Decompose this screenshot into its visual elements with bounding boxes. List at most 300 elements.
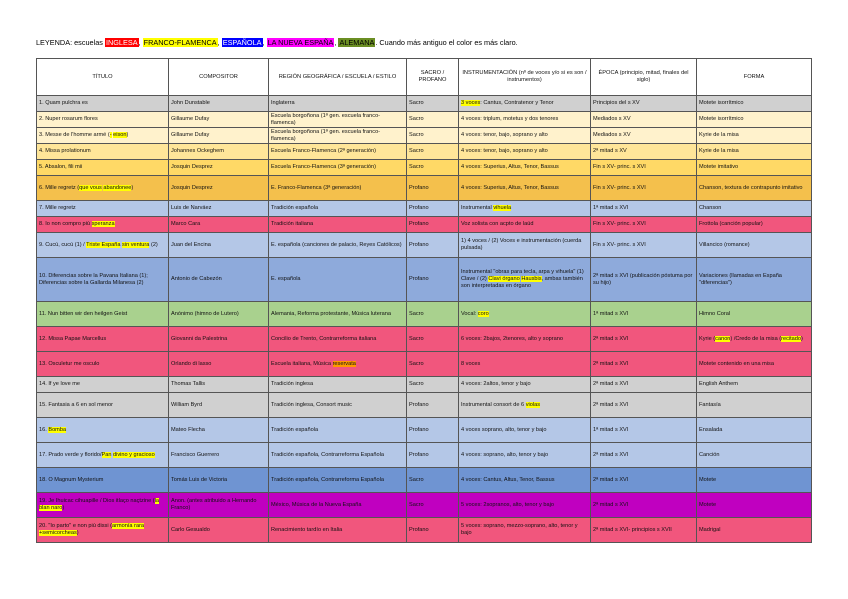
cell-instrumentacion xyxy=(459,327,591,352)
legend-items xyxy=(105,38,375,47)
cell-text: 3 voces xyxy=(461,100,481,107)
cell-region xyxy=(269,377,407,393)
cell-text: , ambas también son interpretadas en órgano xyxy=(461,276,583,289)
cell-text: Vocal: xyxy=(461,310,478,317)
cell-compositor xyxy=(169,217,269,233)
cell-sacro-profano xyxy=(407,352,459,377)
cell-text: la blan naro xyxy=(39,498,160,511)
cell-text: eison xyxy=(113,132,127,139)
cell-text: 12. Missa Papae Marcellus xyxy=(39,335,107,342)
cell-compositor xyxy=(169,418,269,443)
cell-sacro-profano xyxy=(407,518,459,543)
header-titulo: TÍTULO xyxy=(37,59,169,96)
cell-instrumentacion xyxy=(459,352,591,377)
header-instrumentacion: INSTRUMENTACIÓN (nº de voces y/o si es son / instrumentos) xyxy=(459,59,591,96)
cell-text: Fantasía xyxy=(699,401,721,408)
cell-sacro-profano xyxy=(407,217,459,233)
cell-text: Fin s XV- princ. s XVI xyxy=(593,184,646,191)
cell-text: (2) xyxy=(149,241,158,248)
cell-compositor xyxy=(169,352,269,377)
cell-instrumentacion xyxy=(459,518,591,543)
cell-text: Ensalada xyxy=(699,426,723,433)
cell-text: ) xyxy=(801,335,803,342)
table-row xyxy=(37,443,812,468)
cell-text: 5. Absalon, fili mii xyxy=(39,164,83,171)
cell-text: 2ª mitad s XVI xyxy=(593,451,629,458)
cell-region xyxy=(269,176,407,201)
legend-separator: , xyxy=(334,38,339,47)
cell-text: speranza xyxy=(91,221,115,228)
cell-text: ) xyxy=(62,505,65,511)
cell-sacro-profano xyxy=(407,144,459,160)
cell-compositor xyxy=(169,518,269,543)
cell-instrumentacion xyxy=(459,393,591,418)
cell-instrumentacion xyxy=(459,176,591,201)
cell-text: 4 voces: tenor, bajo, soprano y alto xyxy=(461,148,548,155)
cell-text: Hausbis xyxy=(521,276,542,283)
header-sacro-profano: SACRO / PROFANO xyxy=(407,59,459,96)
legend-prefix: LEYENDA: escuelas xyxy=(36,38,105,47)
cell-instrumentacion xyxy=(459,493,591,518)
cell-region xyxy=(269,327,407,352)
cell-region xyxy=(269,128,407,144)
cell-text: 6 voces: 2bajos, 2tenores, alto y soprano xyxy=(461,335,563,342)
cell-forma xyxy=(697,327,812,352)
cell-compositor xyxy=(169,112,269,128)
cell-text: Motete isorrítmico xyxy=(699,100,744,107)
cell-forma xyxy=(697,176,812,201)
cell-text: Escuela borgoñona (1ª gen. escuela franco-flamenca) xyxy=(271,112,381,126)
cell-forma xyxy=(697,144,812,160)
cell-text: English Anthem xyxy=(699,381,738,388)
cell-text: Tradición inglesa xyxy=(271,381,314,388)
table-row xyxy=(37,128,812,144)
cell-text: Tradición española, Contrarreforma Española xyxy=(271,476,384,483)
cell-text: Thomas Tallis xyxy=(171,381,206,388)
table-row xyxy=(37,176,812,201)
cell-titulo xyxy=(37,352,169,377)
header-forma: FORMA xyxy=(697,59,812,96)
cell-text: 4 voces: Cantus, Altus, Tenor, Bassus xyxy=(461,476,555,483)
cell-sacro-profano xyxy=(407,258,459,302)
cell-text: Profano xyxy=(409,426,429,433)
cell-text: Sacro xyxy=(409,335,424,342)
cell-epoca xyxy=(591,377,697,393)
cell-text: Principios del s XV xyxy=(593,100,640,107)
cell-text: 1ª mitad s XVI xyxy=(593,205,629,212)
cell-text: Sacro xyxy=(409,360,424,367)
cell-text: 17. Prado verde y florido/ xyxy=(39,451,102,458)
cell-text: 4 voces: soprano, alto, tenor y bajo xyxy=(461,451,549,458)
cell-text: 4 voces: tenor, bajo, soprano y alto xyxy=(461,132,548,139)
cell-text: Motete xyxy=(699,501,717,508)
cell-text: 1ª mitad s XVI xyxy=(593,426,629,433)
cell-epoca xyxy=(591,518,697,543)
cell-text: 11. Nun bitten wir den heilgen Geist xyxy=(39,310,128,317)
cell-region xyxy=(269,418,407,443)
cell-epoca xyxy=(591,393,697,418)
cell-text: Tradición italiana xyxy=(271,221,314,228)
cell-forma xyxy=(697,112,812,128)
cell-compositor xyxy=(169,377,269,393)
cell-region xyxy=(269,518,407,543)
cell-text: canon xyxy=(715,335,731,342)
cell-text: 1ª mitad s XVI xyxy=(593,310,629,317)
cell-titulo xyxy=(37,217,169,233)
cell-titulo xyxy=(37,443,169,468)
table-row xyxy=(37,327,812,352)
cell-text: Fin s XV- princ. s XVI xyxy=(593,164,646,171)
cell-text: 2ª mitad s XVI (publicación póstuma por su hijo) xyxy=(593,272,693,286)
cell-compositor xyxy=(169,160,269,176)
cell-forma xyxy=(697,258,812,302)
cell-text: ) /Credo de la misa ( xyxy=(730,335,782,342)
table-row xyxy=(37,112,812,128)
cell-forma xyxy=(697,393,812,418)
cell-text: divino y gracioso xyxy=(113,451,155,458)
cell-text: 14. If ye love me xyxy=(39,381,81,388)
cell-sacro-profano xyxy=(407,443,459,468)
cell-text: Sacro xyxy=(409,116,424,123)
cell-text: 5 voces: 2sopranos, alto, tenor y bajo xyxy=(461,501,554,508)
legend-suffix: . Cuando más antiguo el color es más claro. xyxy=(375,38,518,47)
cell-epoca xyxy=(591,493,697,518)
cell-text: Josquin Desprez xyxy=(171,184,213,191)
table-body xyxy=(37,96,812,543)
cell-titulo xyxy=(37,233,169,258)
cell-text: Inglaterra xyxy=(271,100,295,107)
cell-text: Profano xyxy=(409,221,429,228)
cell-sacro-profano xyxy=(407,468,459,493)
cell-sacro-profano xyxy=(407,96,459,112)
cell-text: E. española xyxy=(271,276,301,283)
cell-text: ) xyxy=(131,184,134,191)
table-row xyxy=(37,160,812,176)
cell-region xyxy=(269,393,407,418)
cell-forma xyxy=(697,160,812,176)
legend-item: FRANCO-FLAMENCA xyxy=(143,38,217,47)
cell-text: 4 voces: triplum, motetus y dos tenores xyxy=(461,116,559,123)
cell-instrumentacion xyxy=(459,201,591,217)
cell-text: Josquin Desprez xyxy=(171,164,213,171)
cell-text: que vous xyxy=(79,184,102,191)
cell-forma xyxy=(697,493,812,518)
cell-compositor xyxy=(169,144,269,160)
cell-titulo xyxy=(37,393,169,418)
cell-sacro-profano xyxy=(407,176,459,201)
cell-text: Fin s XV- princ. s XVI xyxy=(593,221,646,228)
music-table xyxy=(36,58,812,543)
cell-text: Canción xyxy=(699,451,720,458)
cell-text: 2ª mitad s XVI xyxy=(593,501,629,508)
cell-text: 20. "Io parto" e non più dissi ( xyxy=(39,523,113,530)
cell-text: Profano xyxy=(409,241,429,248)
cell-epoca xyxy=(591,96,697,112)
cell-region xyxy=(269,493,407,518)
cell-forma xyxy=(697,96,812,112)
cell-instrumentacion xyxy=(459,160,591,176)
cell-text: Sacro xyxy=(409,476,424,483)
cell-region xyxy=(269,217,407,233)
cell-sacro-profano xyxy=(407,201,459,217)
cell-titulo xyxy=(37,176,169,201)
cell-epoca xyxy=(591,144,697,160)
cell-text: 2. Nuper rosarum flores xyxy=(39,116,98,123)
table-row xyxy=(37,233,812,258)
cell-text: Carlo Gesualdo xyxy=(171,526,210,533)
table-row xyxy=(37,493,812,518)
cell-text: Gillaume Dufay xyxy=(171,116,210,123)
cell-titulo xyxy=(37,201,169,217)
cell-text: Escuela borgoñona (1ª gen. escuela franco-flamenca) xyxy=(271,128,381,142)
cell-text: Profano xyxy=(409,401,429,408)
cell-text: recitado xyxy=(781,335,801,342)
cell-text: Sacro xyxy=(409,100,424,107)
cell-forma xyxy=(697,518,812,543)
cell-sacro-profano xyxy=(407,393,459,418)
cell-forma xyxy=(697,217,812,233)
table-row xyxy=(37,258,812,302)
table-row xyxy=(37,217,812,233)
cell-region xyxy=(269,258,407,302)
cell-instrumentacion xyxy=(459,302,591,327)
cell-epoca xyxy=(591,443,697,468)
cell-text: coro xyxy=(477,310,489,317)
cell-text: Fin s XV- princ. s XVI xyxy=(593,241,646,248)
cell-text: reservata xyxy=(332,360,356,367)
cell-instrumentacion xyxy=(459,468,591,493)
cell-text: abandonee xyxy=(103,184,132,191)
cell-compositor xyxy=(169,393,269,418)
cell-text: 2ª mitad s XVI xyxy=(593,381,629,388)
cell-text: Anónimo (himno de Lutero) xyxy=(171,310,239,317)
cell-text: Escuela Franco-Flamenca (3ª generación) xyxy=(271,164,376,171)
cell-instrumentacion xyxy=(459,128,591,144)
cell-text: 4 voces soprano, alto, tenor y bajo xyxy=(461,426,547,433)
cell-text: Sacro xyxy=(409,132,424,139)
cell-text: Sacro xyxy=(409,164,424,171)
cell-epoca xyxy=(591,112,697,128)
cell-epoca xyxy=(591,217,697,233)
cell-text: violas xyxy=(525,401,540,408)
cell-text: Luis de Narváez xyxy=(171,205,212,212)
cell-text: vihuela xyxy=(493,205,512,212)
cell-titulo xyxy=(37,418,169,443)
cell-text: Instrumental xyxy=(461,205,494,212)
cell-instrumentacion xyxy=(459,233,591,258)
cell-compositor xyxy=(169,233,269,258)
cell-text: Antonio de Cabezón xyxy=(171,276,222,283)
cell-epoca xyxy=(591,468,697,493)
cell-text: Kyrie ( xyxy=(699,335,716,342)
cell-text: Tradición española, Contrarreforma Española xyxy=(271,451,384,458)
cell-compositor xyxy=(169,327,269,352)
cell-sacro-profano xyxy=(407,418,459,443)
cell-instrumentacion xyxy=(459,144,591,160)
cell-text: 2ª mitad s XVI- principios s XVII xyxy=(593,526,672,533)
cell-text: Profano xyxy=(409,451,429,458)
cell-text: Triste España xyxy=(86,241,121,248)
cell-text: 4 voces: Superius, Altus, Tenor, Bassus xyxy=(461,184,559,191)
cell-text: Profano xyxy=(409,276,429,283)
table-row xyxy=(37,96,812,112)
table-row xyxy=(37,468,812,493)
cell-text: John Dunstable xyxy=(171,100,210,107)
cell-epoca xyxy=(591,128,697,144)
cell-forma xyxy=(697,418,812,443)
cell-compositor xyxy=(169,201,269,217)
cell-text: Variaciones (llamadas en España "diferencias") xyxy=(699,272,782,286)
cell-text: Motete imitativo xyxy=(699,164,739,171)
table-row xyxy=(37,352,812,377)
header-epoca: ÉPOCA (principio, mitad, finales del siglo) xyxy=(591,59,697,96)
cell-epoca xyxy=(591,258,697,302)
cell-forma xyxy=(697,468,812,493)
cell-text: Mediados s XV xyxy=(593,132,631,139)
cell-text: Escuela italiana, Música xyxy=(271,360,333,367)
cell-text: 1) 4 voces / (2) Voces e instrumentación (cuerda pulsada) xyxy=(461,238,582,251)
cell-text: Renacimiento tardío en Italia xyxy=(271,526,343,533)
cell-titulo xyxy=(37,160,169,176)
table-row xyxy=(37,302,812,327)
cell-titulo xyxy=(37,128,169,144)
cell-forma xyxy=(697,201,812,217)
cell-text: Chanson, textura de contrapunto imitativo xyxy=(699,184,803,191)
cell-text: E. española (canciones de palacio, Reyes Católicos) xyxy=(271,241,402,248)
cell-epoca xyxy=(591,233,697,258)
cell-text: Sacro xyxy=(409,381,424,388)
cell-text: Johannes Ockeghem xyxy=(171,148,224,155)
legend-item: ESPAÑOLA xyxy=(222,38,262,47)
cell-compositor xyxy=(169,443,269,468)
cell-text: Concilio de Trento, Contrarreforma italiana xyxy=(271,335,377,342)
cell-text: Alemania, Reforma protestante, Música luterana xyxy=(271,310,392,317)
cell-text: 10. Diferencias sobre la Pavana Italiana (1); Diferencias sobre la Gallarda Milanesa (2) xyxy=(39,272,148,286)
cell-text: Motete isorrítmico xyxy=(699,116,744,123)
cell-text: 16. xyxy=(39,426,49,433)
cell-text: Escuela Franco-Flamenca (2ª generación) xyxy=(271,148,376,155)
cell-epoca xyxy=(591,201,697,217)
cell-instrumentacion xyxy=(459,112,591,128)
cell-text: Frottola (canción popular) xyxy=(699,221,763,228)
legend-separator: , xyxy=(217,38,222,47)
cell-text: - xyxy=(109,132,112,139)
legend-separator: , xyxy=(262,38,267,47)
cell-region xyxy=(269,233,407,258)
cell-text: Sacro xyxy=(409,501,424,508)
cell-sacro-profano xyxy=(407,112,459,128)
cell-forma xyxy=(697,128,812,144)
cell-text: Himno Coral xyxy=(699,310,731,317)
cell-text: Instrumental consort de 6 xyxy=(461,401,526,408)
cell-instrumentacion xyxy=(459,443,591,468)
cell-compositor xyxy=(169,468,269,493)
cell-instrumentacion xyxy=(459,96,591,112)
cell-text: Orlando di lasso xyxy=(171,360,212,367)
cell-text: Anon. (antes atribuido a Hernando Franco) xyxy=(171,498,257,511)
cell-text: Sacro xyxy=(409,148,424,155)
cell-forma xyxy=(697,377,812,393)
cell-text: 2ª mitad s XVI xyxy=(593,335,629,342)
cell-text: Profano xyxy=(409,205,429,212)
cell-titulo xyxy=(37,518,169,543)
cell-compositor xyxy=(169,258,269,302)
legend xyxy=(36,38,518,47)
cell-text: Instrumental "obras para tecla, arpa y vihuela" (1) Clave / (2) xyxy=(461,269,584,283)
cell-sacro-profano xyxy=(407,160,459,176)
cell-compositor xyxy=(169,96,269,112)
cell-text: 2ª mitad s XVI xyxy=(593,401,629,408)
cell-text: 4. Missa prolationum xyxy=(39,148,91,155)
cell-text: 19. Je Ihuicac cihuapille / Dios itlaço naçtzine ( xyxy=(39,498,155,505)
cell-titulo xyxy=(37,327,169,352)
cell-epoca xyxy=(591,327,697,352)
cell-text: México, Música de la Nueva España xyxy=(271,501,362,508)
legend-item: INGLESA xyxy=(105,38,138,47)
table-row xyxy=(37,418,812,443)
cell-titulo xyxy=(37,468,169,493)
cell-text: Francisco Guerrero xyxy=(171,451,220,458)
cell-titulo xyxy=(37,377,169,393)
cell-text: Giovanni da Palestrina xyxy=(171,335,228,342)
cell-text: 1. Quam pulchra es xyxy=(39,100,88,107)
cell-text: 13. Osculetur me osculo xyxy=(39,360,100,367)
cell-text: 2ª mitad s XV xyxy=(593,148,627,155)
cell-region xyxy=(269,201,407,217)
cell-forma xyxy=(697,352,812,377)
cell-epoca xyxy=(591,302,697,327)
cell-text: Tomás Luis de Victoria xyxy=(171,476,228,483)
table-row xyxy=(37,377,812,393)
cell-text: Motete contenido en una misa xyxy=(699,360,774,367)
cell-text: 15. Fantasia a 6 en sol menor xyxy=(39,401,114,408)
cell-text: Profano xyxy=(409,184,429,191)
cell-compositor xyxy=(169,128,269,144)
cell-region xyxy=(269,302,407,327)
cell-text: 18. O Magnum Mysterium xyxy=(39,476,104,483)
header-region: REGIÓN GEOGRÁFICA / ESCUELA / ESTILO xyxy=(269,59,407,96)
cell-text: 7. Mille regretz xyxy=(39,205,76,212)
cell-region xyxy=(269,96,407,112)
cell-instrumentacion xyxy=(459,377,591,393)
cell-text: Chanson xyxy=(699,205,722,212)
cell-titulo xyxy=(37,112,169,128)
cell-text: 2ª mitad s XVI xyxy=(593,360,629,367)
cell-text: William Byrd xyxy=(171,401,203,408)
cell-text: Marco Cara xyxy=(171,221,201,228)
cell-titulo xyxy=(37,258,169,302)
cell-text: Tradición española xyxy=(271,205,319,212)
cell-titulo xyxy=(37,302,169,327)
cell-text: Tradición inglesa, Consort music xyxy=(271,401,352,408)
table-header-row xyxy=(37,59,812,96)
cell-text: 4 voces: Superius, Altus, Tenor, Bassus xyxy=(461,164,559,171)
table-row xyxy=(37,393,812,418)
legend-separator: , xyxy=(138,38,143,47)
cell-text: Bomba xyxy=(48,426,67,433)
cell-text: Juan del Encina xyxy=(171,241,211,248)
cell-text: 9. Cucú, cucú (1) / xyxy=(39,241,87,248)
cell-text: : Cantus, Contratenor y Tenor xyxy=(480,100,554,107)
cell-text: ) xyxy=(126,132,129,139)
cell-text: armonía rara +semicorcheas xyxy=(39,523,145,536)
cell-text: Motete xyxy=(699,476,717,483)
cell-sacro-profano xyxy=(407,377,459,393)
cell-text: Sacro xyxy=(409,310,424,317)
table-row xyxy=(37,518,812,543)
cell-sacro-profano xyxy=(407,302,459,327)
cell-text: Voz solista con acpto de laúd xyxy=(461,221,534,228)
